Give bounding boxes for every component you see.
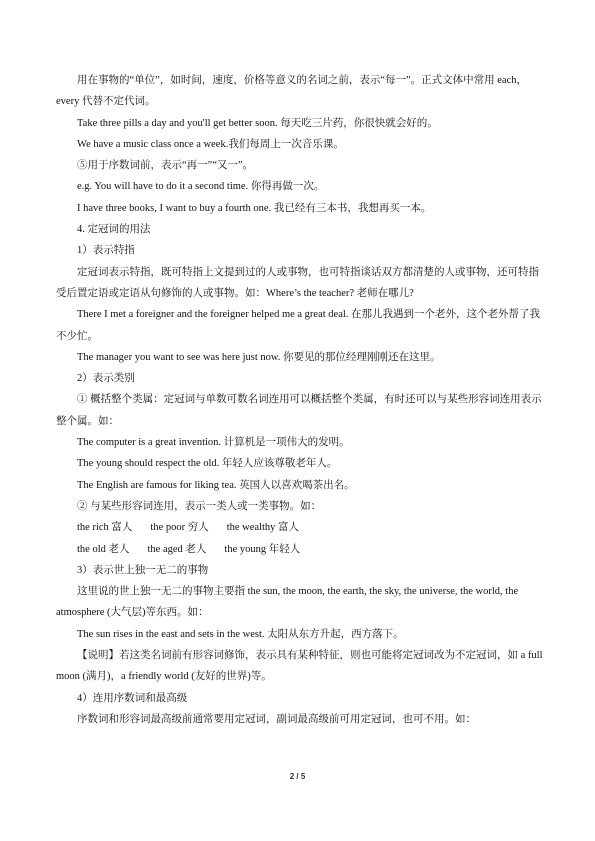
- paragraph: There I met a foreigner and the foreigner helped me a great deal. 在那儿我遇到一个老外，这个老外帮了我不少忙。: [56, 309, 541, 342]
- paragraph: e.g. You will have to do it a second time. 你得再做一次。: [77, 181, 325, 193]
- paragraph: The young should respect the old. 年轻人应该尊敬老年人。: [77, 458, 338, 470]
- paragraph: The manager you want to see was here just now. 你要见的那位经理刚刚还在这里。: [77, 351, 441, 363]
- word-example: the aged 老人: [147, 543, 207, 555]
- paragraph: ⑤用于序数词前，表示“再一”“又一”。: [77, 160, 254, 172]
- paragraph: 这里说的世上独一无二的事物主要指 the sun, the moon, the earth, the sky, the universe, the world, the atmosphere (大气层)等东西。如：: [56, 586, 519, 619]
- paragraph: We have a music class once a week.我们每周上一次音乐课。: [77, 138, 344, 150]
- word-example-row: [56, 517, 544, 538]
- subsection-heading: 3）表示世上独一无二的事物: [77, 564, 209, 576]
- word-example: the young 年轻人: [224, 543, 301, 555]
- subsection-heading: 2）表示类别: [77, 373, 135, 385]
- word-example: the rich 富人: [77, 522, 133, 534]
- paragraph: 序数词和形容词最高级前通常要用定冠词，副词最高级前可用定冠词，也可不用。如：: [77, 713, 476, 725]
- paragraph: I have three books, I want to buy a fourth one. 我已经有三本书，我想再买一本。: [77, 202, 432, 214]
- section-heading: 4. 定冠词的用法: [77, 224, 151, 236]
- word-example-row: [56, 539, 544, 560]
- note-paragraph: 【说明】若这类名词前有形容词修饰，表示具有某种特征，则也可能将定冠词改为不定冠词，如 a full moon (满月)，a friendly world (友好的世界)等。: [56, 650, 543, 683]
- page-number: 2 / 5: [289, 772, 306, 781]
- paragraph: ② 与某些形容词连用，表示一类人或一类事物。如：: [77, 500, 322, 512]
- word-example: the wealthy 富人: [226, 522, 300, 534]
- paragraph: The sun rises in the east and sets in the west. 太阳从东方升起，西方落下。: [77, 628, 404, 640]
- paragraph: 定冠词表示特指，既可特指上文提到过的人或事物，也可特指谈话双方都清楚的人或事物，还可特指受后置定语或定语从句修饰的人或事物。如：Where’s the teacher? 老师在哪儿?: [56, 266, 539, 299]
- subsection-heading: 1）表示特指: [77, 245, 135, 257]
- paragraph: The computer is a great invention. 计算机是一项伟大的发明。: [77, 437, 350, 449]
- word-example: the poor 穷人: [150, 522, 209, 534]
- paragraph: Take three pills a day and you'll get better soon. 每天吃三片药，你很快就会好的。: [77, 117, 438, 129]
- paragraph: ① 概括整个类属：定冠词与单数可数名词连用可以概括整个类属，有时还可以与某些形容词连用表示整个属。如：: [56, 394, 542, 427]
- document-body: [56, 70, 544, 730]
- paragraph: The English are famous for liking tea. 英国人以喜欢喝茶出名。: [77, 479, 355, 491]
- subsection-heading: 4）连用序数词和最高级: [77, 692, 188, 704]
- paragraph: 用在事物的“单位”，如时间，速度，价格等意义的名词之前，表示“每一”。正式文体中常用 each，every 代替不定代词。: [56, 75, 527, 108]
- word-example: the old 老人: [77, 543, 130, 555]
